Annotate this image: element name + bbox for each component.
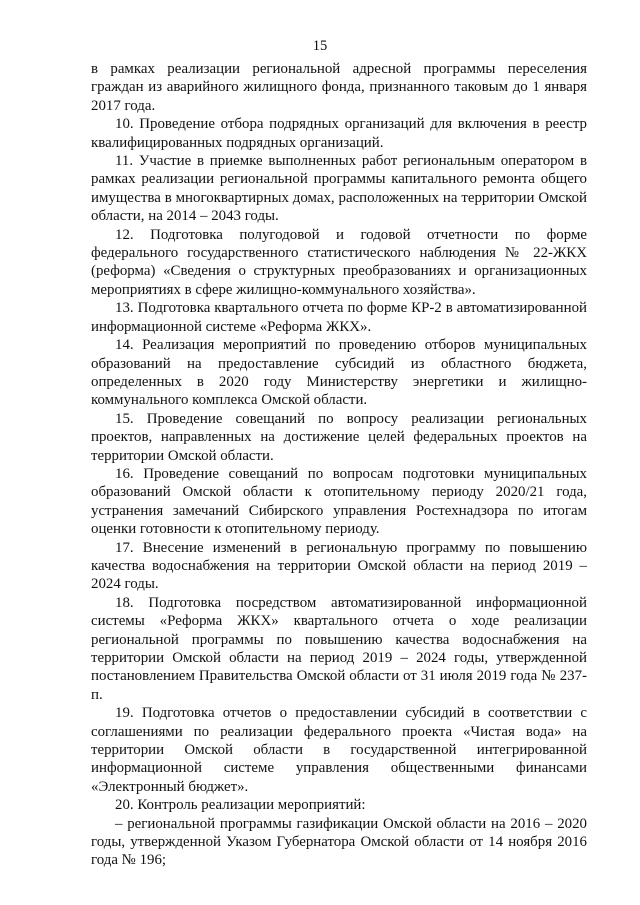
paragraph-item-11	[91, 152, 587, 226]
bullet-dash: –	[115, 815, 123, 832]
paragraph-number: 17.	[115, 539, 134, 556]
paragraph-text: Подготовка отчетов о предоставлении субсидий в соответствии с соглашениями по реализации федерального проекта «Чистая вода» на территории Омской области в государственной интегрированной информационной системе управления общественными финансами «Электронный бюджет».	[91, 705, 587, 795]
paragraph-number: 13.	[115, 300, 134, 317]
paragraph-text: Проведение совещаний по вопросам подготовки муниципальных образований Омской области к отопительному периоду 2020/21 года, устранения замечаний Сибирского управления Ростехнадзора по итогам оценки готовности к отопительному периоду.	[91, 465, 587, 538]
paragraph-text: в рамках реализации региональной адресной программы переселения граждан из аварийного жилищного фонда, признанного таковым до 1 января 2017 года.	[91, 61, 587, 114]
paragraph-bullet	[91, 815, 587, 870]
document-body	[91, 60, 587, 870]
paragraph-number: 11.	[115, 153, 134, 170]
paragraph-item-17	[91, 539, 587, 594]
paragraph-number: 16.	[115, 465, 134, 482]
paragraph-number: 20.	[115, 797, 134, 814]
paragraph-text: Внесение изменений в региональную программу по повышению качества водоснабжения на территории Омской области на период 2019 – 2024 годы.	[91, 539, 587, 593]
paragraph-continuation	[91, 60, 587, 115]
paragraph-text: Контроль реализации мероприятий:	[137, 797, 366, 814]
paragraph-item-12	[91, 226, 587, 300]
paragraph-number: 12.	[115, 226, 134, 243]
paragraph-item-20	[91, 796, 587, 814]
paragraph-item-18	[91, 594, 587, 704]
paragraph-item-10	[91, 115, 587, 152]
paragraph-item-15	[91, 410, 587, 465]
paragraph-text: региональной программы газификации Омской области на 2016 – 2020 годы, утвержденной Указом Губернатора Омской области от 14 ноября 2016 года № 196;	[91, 815, 587, 869]
paragraph-item-19	[91, 704, 587, 796]
paragraph-item-14	[91, 336, 587, 410]
paragraph-text: Реализация мероприятий по проведению отборов муниципальных образований на предоставление субсидий из областного бюджета, определенных в 2020 году Министерству энергетики и жилищно-коммунального комплекса Омской области.	[91, 337, 587, 409]
paragraph-number: 19.	[115, 705, 134, 722]
paragraph-text: Подготовка посредством автоматизированной информационной системы «Реформа ЖКХ» квартального отчета о ходе реализации региональной программы по повышению качества водоснабжения на территории Омской области на период 2019 – 2024 годы, утвержденной постановлением Правительства Омской области от 31 июля 2019 года № 237-п.	[91, 594, 587, 703]
paragraph-number: 15.	[115, 410, 134, 427]
paragraph-number: 10.	[115, 116, 134, 133]
paragraph-text: Проведение отбора подрядных организаций для включения в реестр квалифицированных подрядных организаций.	[91, 116, 587, 151]
paragraph-number: 18.	[115, 594, 134, 611]
paragraph-text: Участие в приемке выполненных работ региональным оператором в рамках реализации региональной программы капитального ремонта общего имущества в многоквартирных домах, расположенных на территории Омской области, на 2014 – 2043 годы.	[91, 153, 587, 225]
paragraph-text: Проведение совещаний по вопросу реализации региональных проектов, направленных на достижение целей федеральных проектов на территории Омской области.	[91, 410, 587, 464]
page-number: 15	[312, 38, 328, 54]
paragraph-text: Подготовка квартального отчета по форме КР-2 в автоматизированной информационной системе «Реформа ЖКХ».	[91, 300, 587, 335]
paragraph-item-13	[91, 299, 587, 336]
paragraph-number: 14.	[115, 337, 134, 354]
paragraph-text: Подготовка полугодовой и годовой отчетности по форме федерального государственного статистического наблюдения № 22-ЖКХ (реформа) «Сведения о структурных преобразованиях и организационных мероприятиях в сфере жилищно-коммунального хозяйства».	[91, 226, 587, 298]
paragraph-item-16	[91, 465, 587, 539]
